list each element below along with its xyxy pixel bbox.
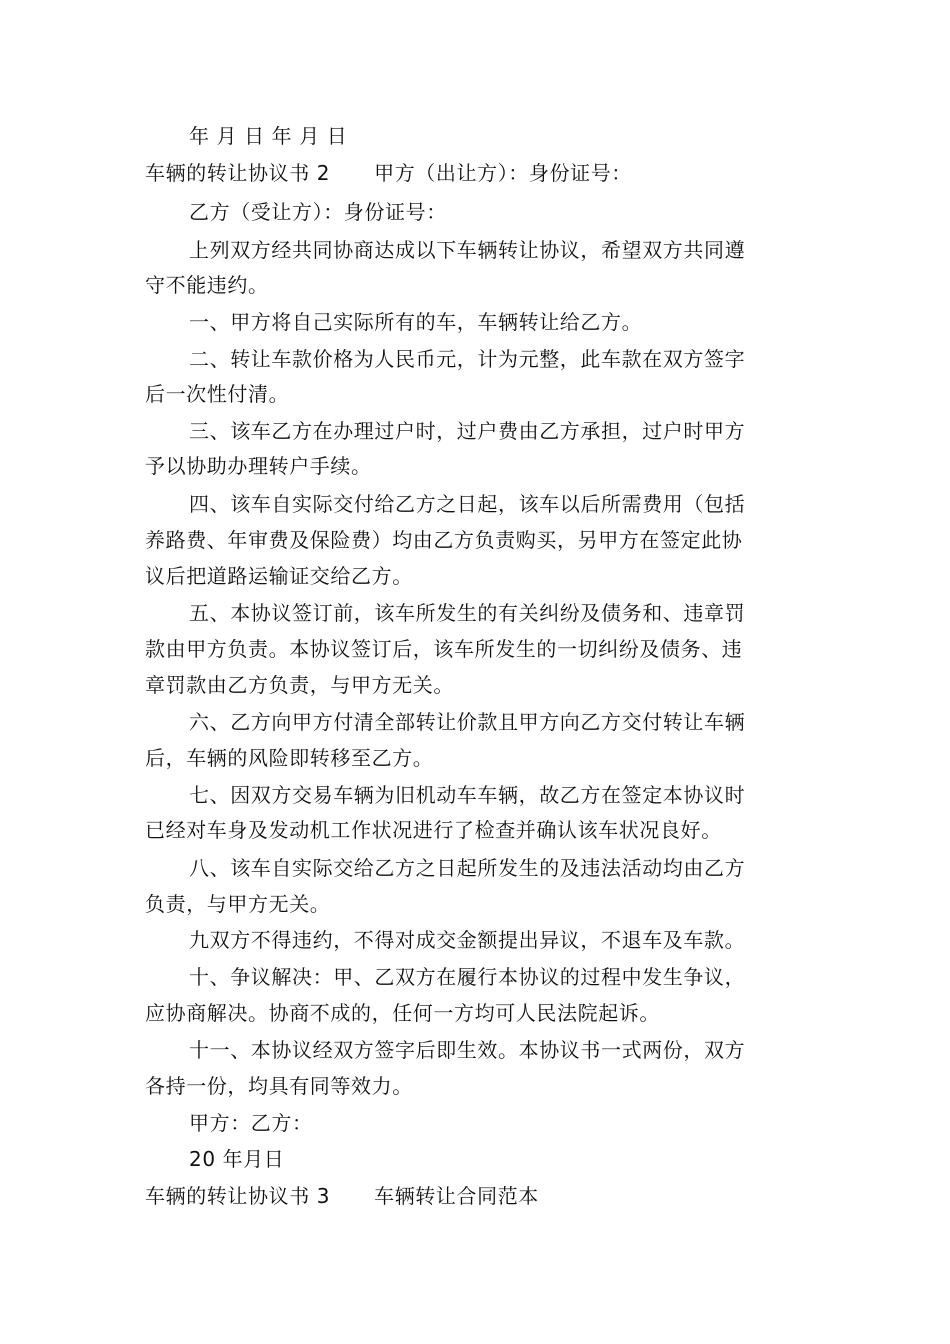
agreement-3-subtitle: 车辆转让合同范本 [374,1184,539,1208]
agreement-3-heading [145,1181,539,1211]
signature-line: 甲方：乙方： [189,1111,313,1135]
clause-5-line: 五、本协议签订前，该车所发生的有关纠纷及债务和、违章罚 [189,601,746,625]
clause-1-line: 一、甲方将自己实际所有的车，车辆转让给乙方。 [189,310,643,334]
agreement-3-title: 车辆的转让协议书 3 [145,1184,331,1208]
clause-11-line: 十一、本协议经双方签字后即生效。本协议书一式两份，双方 [189,1038,746,1062]
clause-4-line: 四、该车自实际交付给乙方之日起，该车以后所需费用（包括 [189,492,746,516]
clause-8-line: 负责，与甲方无关。 [145,892,331,916]
preamble-line: 守不能违约。 [145,273,269,297]
clause-3-line: 予以协助办理转户手续。 [145,454,372,478]
clause-11-line: 各持一份，均具有同等效力。 [145,1074,413,1098]
agreement-2-title: 车辆的转让协议书 2 [145,161,331,185]
party-b-line: 乙方（受让方）：身份证号： [189,200,447,224]
preamble-line: 上列双方经共同协商达成以下车辆转让协议，希望双方共同遵 [189,238,746,262]
clause-6-line: 六、乙方向甲方付清全部转让价款且甲方向乙方交付转让车辆 [189,710,746,734]
clause-6-line: 后，车辆的风险即转移至乙方。 [145,746,434,770]
clause-10-line: 应协商解决。协商不成的，任何一方均可人民法院起诉。 [145,1001,660,1025]
clause-4-line: 议后把道路运输证交给乙方。 [145,564,413,588]
clause-3-line: 三、该车乙方在办理过户时，过户费由乙方承担，过户时甲方 [189,419,746,443]
agreement-2-heading [145,158,632,188]
clause-7-line: 已经对车身及发动机工作状况进行了检查并确认该车状况良好。 [145,818,722,842]
clause-10-line: 十、争议解决：甲、乙双方在履行本协议的过程中发生争议， [189,965,746,989]
clause-8-line: 八、该车自实际交给乙方之日起所发生的及违法活动均由乙方 [189,856,746,880]
clause-4-line: 养路费、年审费及保险费）均由乙方负责购买，另甲方在签定此协 [145,528,743,552]
date-line: 年 月 日 年 月 日 [189,124,348,148]
clause-2-line: 后一次性付清。 [145,382,290,406]
clause-7-line: 七、因双方交易车辆为旧机动车车辆，故乙方在签定本协议时 [189,783,746,807]
party-a-line: 甲方（出让方）：身份证号： [374,161,632,185]
clause-9-line: 九双方不得违约，不得对成交金额提出异议，不退车及车款。 [189,928,746,952]
clause-2-line: 二、转让车款价格为人民币元，计为元整，此车款在双方签字 [189,347,746,371]
clause-5-line: 章罚款由乙方负责，与甲方无关。 [145,673,454,697]
date-bottom: 20 年月日 [189,1147,285,1171]
clause-5-line: 款由甲方负责。本协议签订后，该车所发生的一切纠纷及债务、违 [145,637,743,661]
